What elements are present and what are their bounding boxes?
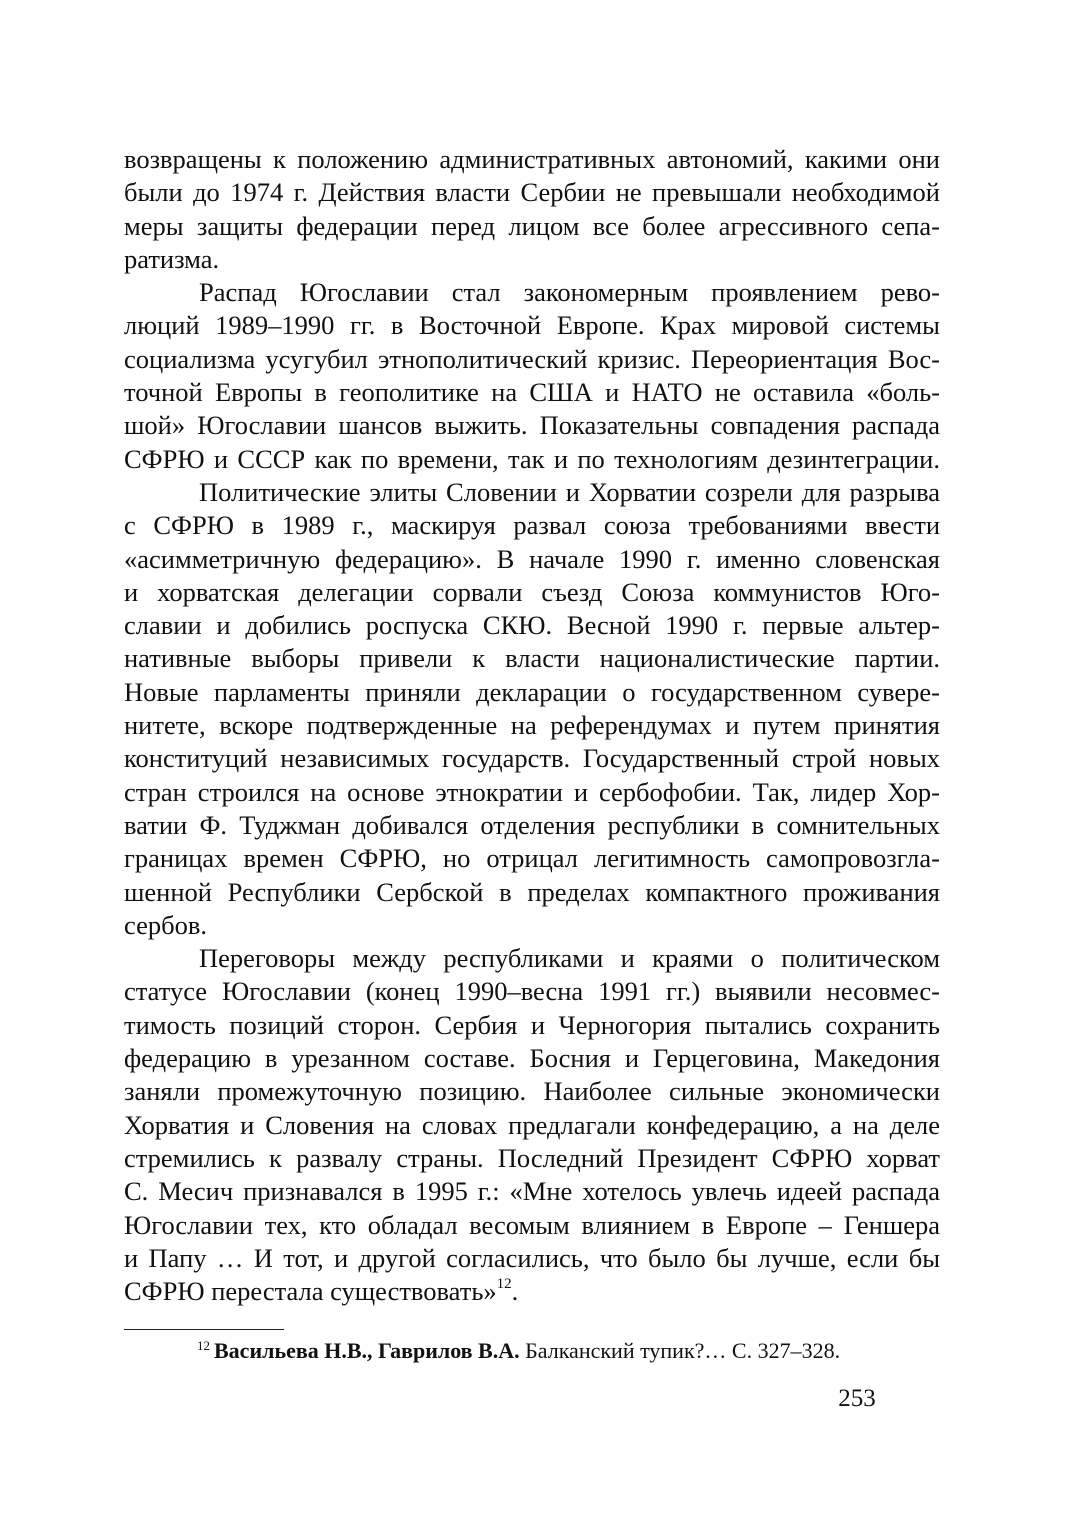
text-line: и Папу … И тот, и другой согласились, что было бы лучше, если бы — [124, 1242, 940, 1273]
text-line: Новые парламенты приняли декларации о государственном сувере- — [124, 676, 940, 707]
text-line: славии и добились роспуска СКЮ. Весной 1990 г. первые альтер- — [124, 610, 940, 641]
page-number: 253 — [838, 1385, 876, 1412]
text-line: тимость позиций сторон. Сербия и Черногория пытались сохранить — [124, 1009, 940, 1040]
footnote-reference[interactable]: 12 — [496, 1276, 512, 1293]
text-line: точной Европы в геополитике на США и НАТО не оставила «боль- — [124, 377, 940, 408]
final-punctuation: . — [511, 1276, 519, 1307]
text-line: Югославии тех, кто обладал весомым влиянием в Европе – Геншера — [124, 1209, 940, 1240]
footnote-citation: Балканский тупик?… С. 327–328. — [519, 1338, 841, 1363]
text-line: границах времен СФРЮ, но отрицал легитимность самопровозгла- — [124, 843, 940, 874]
final-text-line — [124, 1275, 940, 1308]
footnote — [197, 1337, 840, 1365]
text-line: федерацию в урезанном составе. Босния и Герцеговина, Македония — [124, 1043, 940, 1074]
text-line: сербов. — [124, 909, 207, 940]
text-line: социализма усугубил этнополитический кризис. Переориентация Вос- — [124, 343, 940, 374]
text-line: ватии Ф. Туджман добивался отделения республики в сомнительных — [124, 809, 940, 840]
text-line: возвращены к положению административных автономий, какими они — [124, 144, 940, 174]
text-line: конституций независимых государств. Государственный строй новых — [124, 743, 940, 774]
text-line: стремились к развалу страны. Последний Президент СФРЮ хорват — [124, 1142, 940, 1173]
text-line: ратизма. — [124, 243, 220, 274]
text-line: и хорватская делегации сорвали съезд Союза коммунистов Юго- — [124, 576, 940, 607]
text-line: с СФРЮ в 1989 г., маскируя развал союза требованиями ввести — [124, 510, 940, 541]
body-text — [124, 143, 940, 1308]
text-line: «асимметричную федерацию». В начале 1990 г. именно словенская — [124, 543, 940, 574]
footnote-divider — [124, 1329, 284, 1330]
text-line: меры защиты федерации перед лицом все более агрессивного сепа- — [124, 210, 940, 241]
text-line: были до 1974 г. Действия власти Сербии не превышали необходимой — [124, 177, 940, 208]
text-line: Хорватия и Словения на словах предлагали конфедерацию, а на деле — [124, 1109, 940, 1140]
text-line: нитете, вскоре подтвержденные на референдумах и путем принятия — [124, 710, 940, 741]
paragraph-start-line: Политические элиты Словении и Хорватии созрели для разрыва — [199, 476, 940, 507]
text-line: стран строился на основе этнократии и сербофобии. Так, лидер Хор- — [124, 776, 940, 807]
paragraph-start-line: Распад Югославии стал закономерным проявлением рево- — [199, 277, 940, 308]
footnote-marker: 12 — [197, 1337, 210, 1353]
text-line: С. Месич признавался в 1995 г.: «Мне хотелось увлечь идеей распада — [124, 1176, 940, 1207]
text-line: нативные выборы привели к власти националистические партии. — [124, 643, 940, 674]
footnote-authors: Васильева Н.В., Гаврилов В.А. — [214, 1338, 520, 1363]
text-line: статусе Югославии (конец 1990–весна 1991 гг.) выявили несовмес- — [124, 976, 940, 1007]
text-line: заняли промежуточную позицию. Наиболее сильные экономически — [124, 1076, 940, 1107]
text-line: СФРЮ и СССР как по времени, так и по технологиям дезинтеграции. — [124, 443, 940, 474]
text-line: люций 1989–1990 гг. в Восточной Европе. Крах мировой системы — [124, 310, 940, 341]
text-line: шой» Югославии шансов выжить. Показательны совпадения распада — [124, 410, 940, 441]
text-line: шенной Республики Сербской в пределах компактного проживания — [124, 876, 940, 907]
final-line-text: СФРЮ перестала существовать» — [124, 1276, 497, 1307]
paragraph-start-line: Переговоры между республиками и краями о политическом — [199, 943, 940, 974]
